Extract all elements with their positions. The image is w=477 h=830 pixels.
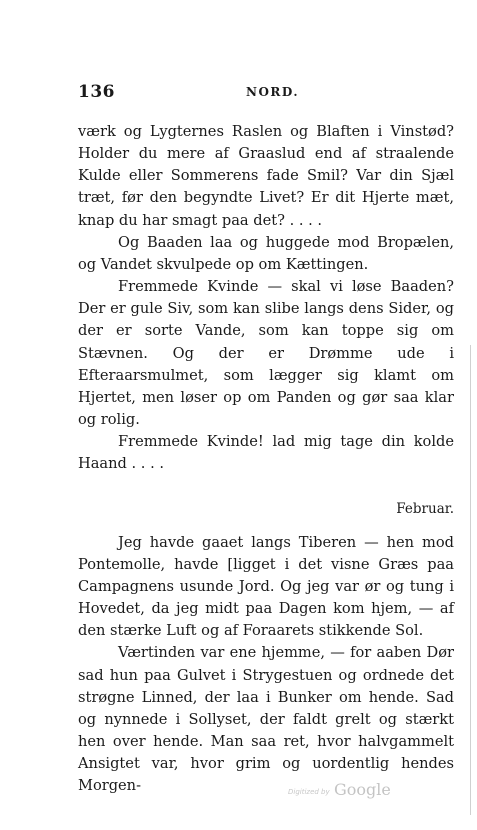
paragraph-3: Fremmede Kvinde — skal vi løse Baaden? Der er gule Siv, som kan slibe langs dens Sider, og der er sorte Vande, som kan toppe sig om Stævnen. Og der er Drømme ude i Efteraarsmulmet, som lægger sig klamt om Hjertet, men løser op om Panden og gør saa klar og rolig. bbox=[78, 278, 454, 429]
google-logo: Google bbox=[334, 780, 391, 799]
paragraph-4: Fremmede Kvinde! lad mig tage din kolde Haand . . . . bbox=[78, 433, 454, 473]
dateline: Februar. bbox=[396, 500, 454, 517]
paragraph-1: værk og Lygternes Raslen og Blaften i Vinstød? Holder du mere af Graaslud end af straalende Kulde eller Sommerens fade Smil? Var din Sjæl træt, før den begyndte Livet? Er dit Hjerte mæt, knap du har smagt paa det? . . . . bbox=[78, 123, 454, 229]
text-body bbox=[78, 121, 454, 798]
paragraph-5: Jeg havde gaaet langs Tiberen — hen mod Pontemolle, havde [ligget i det visne Græs paa Campagnens usunde Jord. Og jeg var ør og tung i Hovedet, da jeg midt paa Dagen kom hjem, — af den stærke Luft og af Foraarets stikkende Sol. bbox=[78, 533, 454, 640]
running-head: NORD. bbox=[246, 85, 300, 99]
paragraph-2: Og Baaden laa og huggede mod Bropælen, og Vandet skvulpede op om Kættingen. bbox=[78, 233, 454, 273]
page-number: 136 bbox=[78, 82, 115, 102]
page-edge-line bbox=[470, 345, 471, 815]
digitized-by-watermark bbox=[288, 780, 408, 804]
watermark-small-text: Digitized by bbox=[288, 788, 330, 796]
paragraph-6: Værtinden var ene hjemme, — for aaben Dør sad hun paa Gulvet i Strygestuen og ordnede det strøgne Linned, der laa i Bunker om hende. Sad og nynnede i Sollyset, der faldt grelt og stærkt hen over hende. Man saa ret, hvor halvgammelt Ansigtet var, hvor grim og uordentlig hendes Morgen- bbox=[78, 644, 454, 795]
page-header bbox=[78, 82, 454, 102]
